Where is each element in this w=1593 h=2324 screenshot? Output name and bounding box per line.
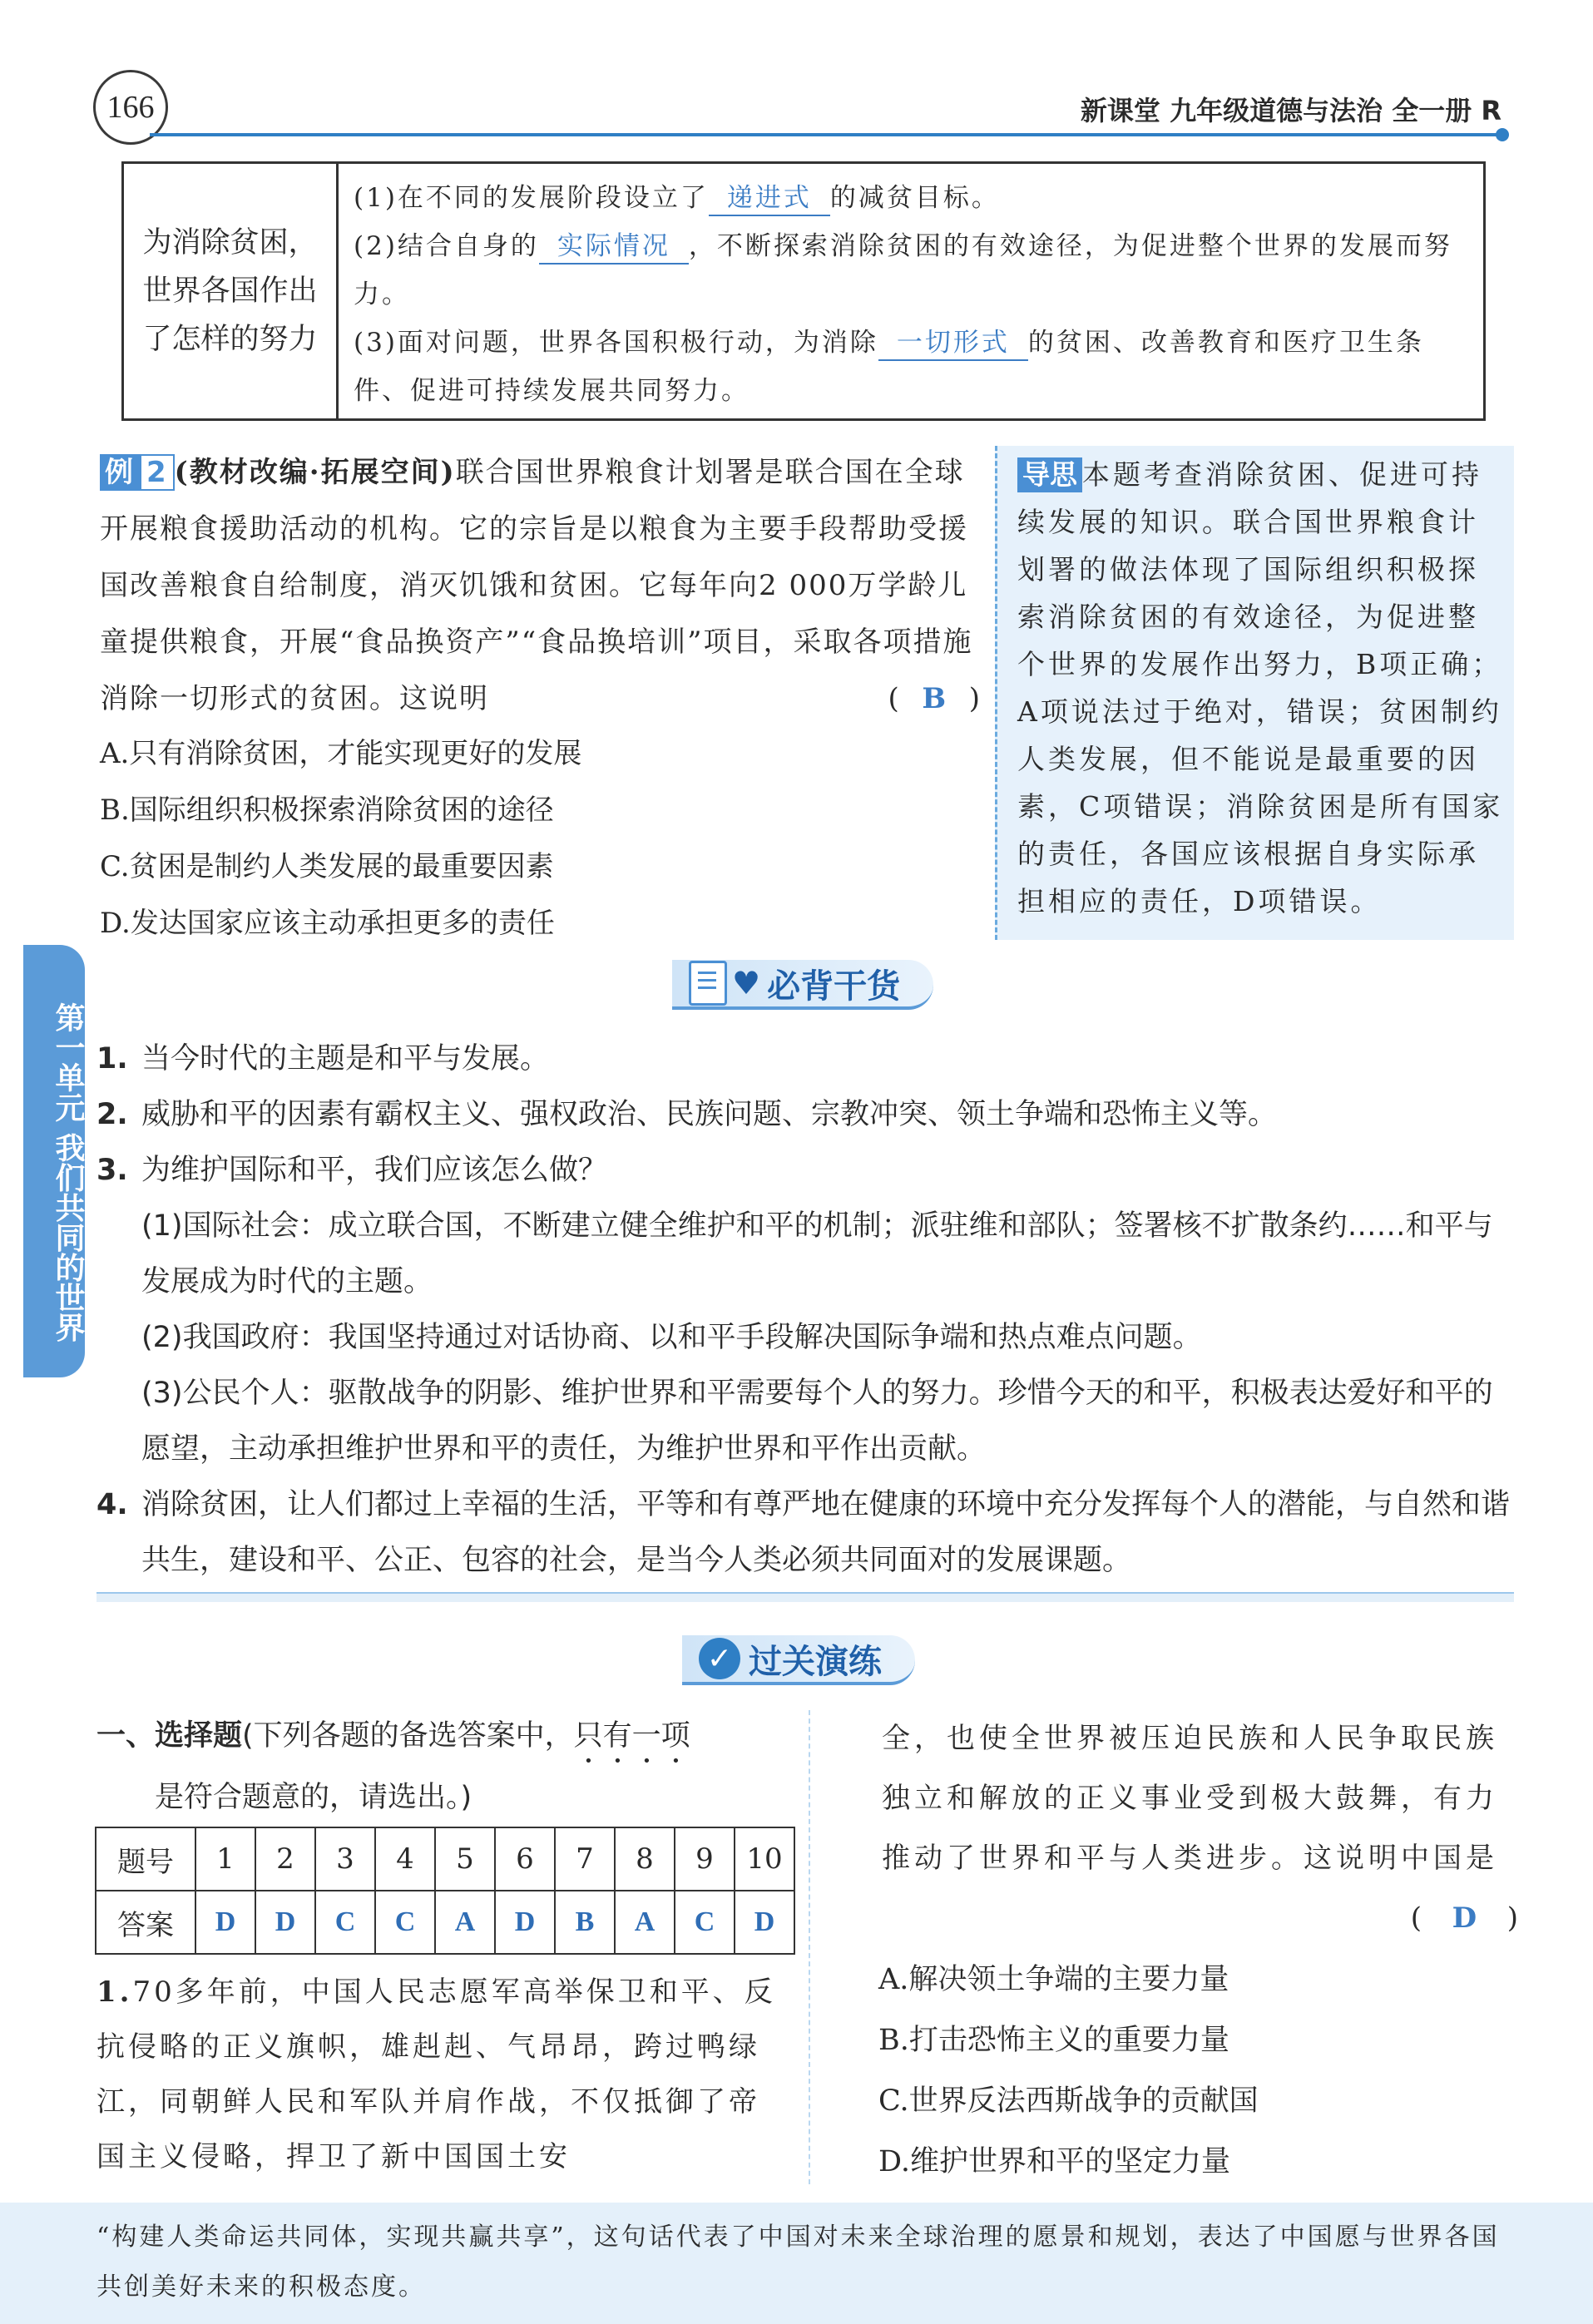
answer-cell: C — [375, 1891, 435, 1954]
summary-answer-cell — [354, 174, 1477, 415]
summary-item-text: (3)面对问题，世界各国积极行动，为消除 — [354, 328, 878, 358]
emphasized-text: 只有一项 — [573, 1719, 690, 1753]
table-row — [96, 1891, 794, 1954]
answer-cell: D — [195, 1891, 255, 1954]
question-number: 8 — [615, 1827, 675, 1891]
example-answer — [888, 670, 982, 727]
summary-item-text: (1)在不同的发展阶段设立了 — [354, 183, 709, 213]
analysis-tag: 导思 — [1017, 457, 1082, 492]
question-number: 4 — [375, 1827, 435, 1891]
analysis-box — [995, 446, 1514, 940]
point-subitem: (3)公民个人：驱散战争的阴影、维护世界和平需要每个人的努力。珍惜今天的和平，积极表达爱好和平的愿望，主动承担维护世界和平的责任，为维护世界和平作出贡献。 — [141, 1377, 1493, 1466]
must-know-banner — [672, 958, 933, 1011]
unit-side-tab: 第一单元 我们共同的世界 — [23, 945, 85, 1377]
analysis-text: 本题考查消除贫困、促进可持续发展的知识。联合国世界粮食计划署的做法体现了国际组织积极探索消除贫困的有效途径，为促进整个世界的发展作出努力，B项正确；A项说法过于绝对，错误；贫困制约人类发展，但不能说是最重要的因素，C项错误；消除贫困是所有国家的责任，各国应该根据自身实际承担相应的责任，D项错误。 — [1017, 458, 1504, 917]
banner-shape — [682, 1635, 915, 1685]
point-number: 4. — [96, 1488, 128, 1521]
section-heading: 一、选择题 — [96, 1719, 243, 1753]
question-1-continued — [882, 1708, 1522, 1948]
option-b: B.打击恐怖主义的重要力量 — [878, 2024, 1229, 2057]
footer-quote: “构建人类命运共同体，实现共赢共享”，这句话代表了中国对未来全球治理的愿景和规划，表达了中国愿与世界各国共创美好未来的积极态度。 — [96, 2223, 1500, 2302]
fill-blank: 实际情况 — [539, 230, 689, 265]
question-number: 1. — [96, 1975, 133, 2009]
question-answer — [1411, 1888, 1522, 1948]
section-divider — [96, 1592, 1514, 1602]
notebook-icon — [689, 961, 727, 1006]
answer-letter: D — [1452, 1901, 1482, 1935]
point-item — [96, 1477, 1519, 1589]
example-source: (教材改编·拓展空间) — [174, 456, 456, 489]
question-stem: 70多年前，中国人民志愿军高举保卫和平、反抗侵略的正义旗帜，雄赳赳、气昂昂，跨过鸭绿江，同朝鲜人民和军队并肩作战，不仅抵御了帝国主义侵略，捍卫了新中国国土安 — [96, 1975, 776, 2173]
instruction-text: 是符合题意的，请选出。) — [155, 1781, 472, 1814]
question-number: 5 — [435, 1827, 495, 1891]
point-text: 当今时代的主题是和平与发展。 — [141, 1042, 550, 1075]
point-text: 消除贫困，让人们都过上幸福的生活，平等和有尊严地在健康的环境中充分发挥每个人的潜能，与自然和谐共生，建设和平、公正、包容的社会，是当今人类必须共同面对的发展课题。 — [141, 1488, 1511, 1577]
answer-cell: A — [435, 1891, 495, 1954]
banner-title: 过关演练 — [749, 1642, 882, 1681]
example-tag: 例 — [100, 454, 140, 491]
option-c: C.世界反法西斯战争的贡献国 — [878, 2084, 1259, 2118]
option-d: D.发达国家应该主动承担更多的责任 — [100, 907, 555, 940]
point-text: 为维护国际和平，我们应该怎么做？ — [141, 1154, 608, 1187]
summary-item-text: (2)结合自身的 — [354, 231, 539, 261]
point-item — [96, 1143, 1519, 1199]
paren: ) — [968, 682, 982, 715]
point-item — [96, 1087, 1519, 1143]
example-question — [100, 444, 982, 727]
summary-table — [121, 161, 1486, 421]
row-label: 答案 — [96, 1891, 195, 1954]
option-a: A.解决领土争端的主要力量 — [878, 1963, 1229, 1996]
option-c: C.贫困是制约人类发展的最重要因素 — [100, 850, 554, 883]
answer-cell: B — [555, 1891, 615, 1954]
question-number: 9 — [675, 1827, 735, 1891]
question-number: 6 — [495, 1827, 555, 1891]
practice-banner — [682, 1634, 915, 1687]
banner-shape — [672, 960, 933, 1010]
point-number: 1. — [96, 1042, 128, 1075]
option-d: D.维护世界和平的坚定力量 — [878, 2145, 1230, 2178]
key-points — [96, 1031, 1519, 1589]
point-subitem: (2)我国政府：我国坚持通过对话协商、以和平手段解决国际争端和热点难点问题。 — [141, 1321, 1202, 1354]
column-divider — [809, 1710, 810, 2184]
summary-item — [354, 174, 1477, 222]
summary-question: 为消除贫困，世界各国作出了怎样的努力 — [142, 226, 318, 356]
fill-blank: 一切形式 — [878, 326, 1028, 361]
table-row — [96, 1827, 794, 1891]
book-title: 新课堂 九年级道德与法治 全一册 R — [1080, 95, 1501, 126]
option-a: A.只有消除贫困，才能实现更好的发展 — [100, 737, 582, 770]
option-b: B.国际组织积极探索消除贫困的途径 — [100, 794, 554, 827]
instruction-text: (下列各题的备选答案中， — [242, 1719, 574, 1753]
question-number: 1 — [195, 1827, 255, 1891]
point-number: 2. — [96, 1098, 128, 1131]
question-number: 2 — [255, 1827, 315, 1891]
answer-cell: C — [315, 1891, 375, 1954]
fill-blank: 递进式 — [709, 181, 830, 216]
question-stem: 全，也使全世界被压迫民族和人民争取民族独立和解放的正义事业受到极大鼓舞，有力推动了世界和平与人类进步。这说明中国是 — [882, 1722, 1498, 1875]
checkmark-icon: ✓ — [699, 1638, 740, 1679]
summary-item-text: 的贫困、改善教育和医疗卫生条件、促进可持续发展共同努力。 — [354, 328, 1424, 406]
answer-table — [95, 1827, 795, 1955]
paren: ) — [1506, 1901, 1522, 1935]
question-1 — [96, 1965, 779, 2184]
example-options — [100, 725, 982, 952]
summary-item — [354, 222, 1477, 319]
header-dot — [1496, 128, 1509, 141]
question-number: 3 — [315, 1827, 375, 1891]
example-number: 2 — [140, 454, 175, 491]
answer-cell: A — [615, 1891, 675, 1954]
page-number: 166 — [93, 70, 168, 145]
question-number: 10 — [735, 1827, 794, 1891]
point-subitem: (1)国际社会：成立联合国，不断建立健全维护和平的机制；派驻维和部队；签署核不扩散条约……和平与发展成为时代的主题。 — [141, 1209, 1493, 1298]
summary-item-text: ，不断探索消除贫困的有效途径，为促进整个世界的发展而努力。 — [354, 231, 1452, 309]
banner-title: 必背干货 — [767, 967, 901, 1006]
answer-cell: C — [675, 1891, 735, 1954]
section-instructions — [96, 1708, 812, 1825]
summary-item — [354, 319, 1477, 415]
answer-cell: D — [255, 1891, 315, 1954]
paren: ( — [888, 682, 901, 715]
paren: ( — [1410, 1901, 1426, 1935]
question-number: 7 — [555, 1827, 615, 1891]
row-label: 题号 — [96, 1827, 195, 1891]
question-1-options — [878, 1950, 1519, 2193]
point-number: 3. — [96, 1154, 128, 1187]
summary-question-cell — [124, 164, 339, 418]
heart-icon: ♥ — [732, 965, 761, 1001]
header-rule — [150, 133, 1497, 136]
answer-cell: D — [495, 1891, 555, 1954]
point-text: 威胁和平的因素有霸权主义、强权政治、民族问题、宗教冲突、领土争端和恐怖主义等。 — [141, 1098, 1278, 1131]
answer-letter: B — [922, 682, 948, 715]
summary-item-text: 的减贫目标。 — [829, 183, 1000, 213]
answer-cell: D — [735, 1891, 794, 1954]
point-item — [96, 1031, 1519, 1087]
example-stem: 联合国世界粮食计划署是联合国在全球开展粮食援助活动的机构。它的宗旨是以粮食为主要手段帮助受援国改善粮食自给制度，消灭饥饿和贫困。它每年向2 000万学龄儿童提供粮食，开展“食品换资产”“食品换培训”项目，采取各项措施消除一切形式的贫困。这说明 — [100, 456, 973, 715]
